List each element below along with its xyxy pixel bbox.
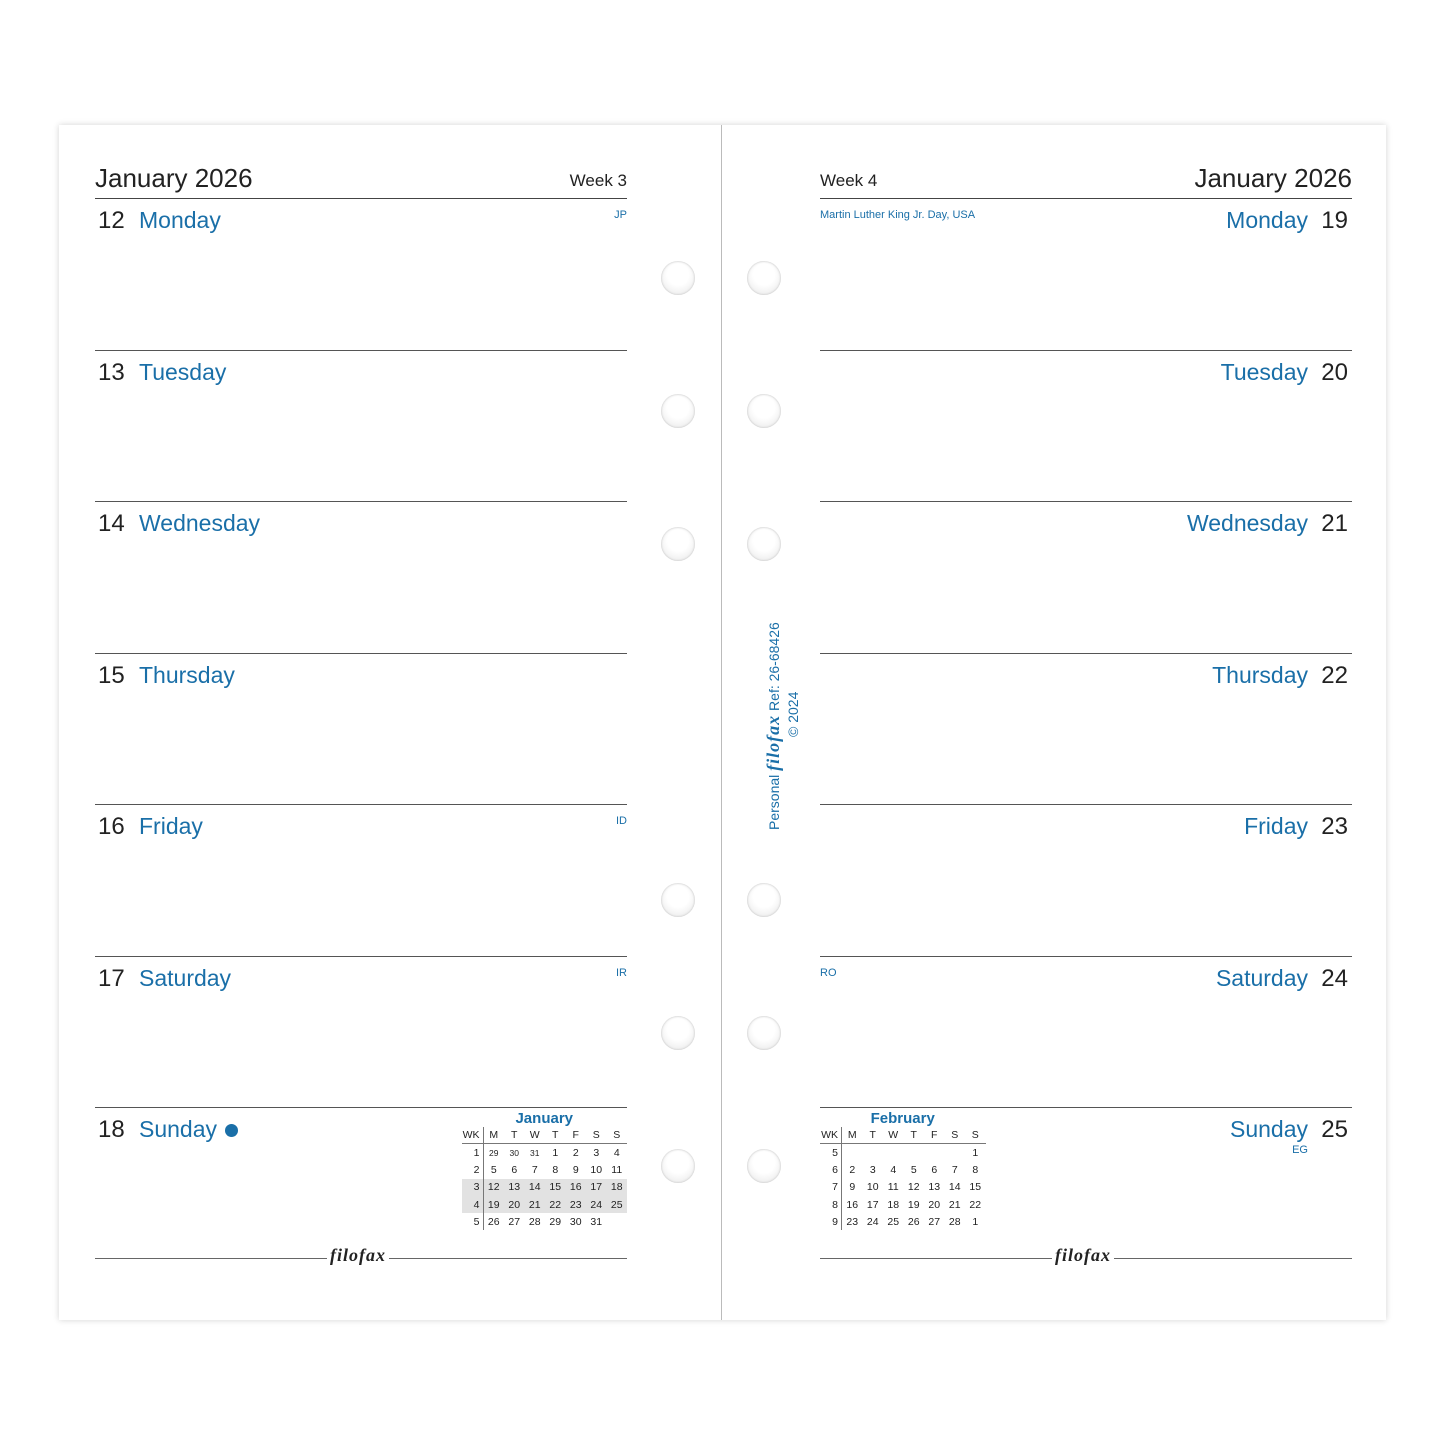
holiday-label: Martin Luther King Jr. Day, USA xyxy=(820,209,976,221)
date-cell: 23 xyxy=(566,1196,587,1213)
weekday-header: F xyxy=(566,1127,587,1144)
filofax-logo: filofax xyxy=(327,1245,389,1266)
date-cell: 29 xyxy=(549,1215,562,1228)
weekday-header: WK xyxy=(462,1127,484,1144)
date-cell: 12 xyxy=(483,1179,504,1196)
date-cell: 17 xyxy=(866,1198,879,1211)
weekday-header: S xyxy=(607,1127,628,1144)
date-cell: 2 xyxy=(849,1163,856,1176)
filofax-logo: filofax xyxy=(1052,1245,1114,1266)
day-number: 19 xyxy=(1321,207,1348,234)
day-row xyxy=(95,957,627,1109)
date-cell: 25 xyxy=(607,1196,628,1213)
day-number: 15 xyxy=(98,661,125,689)
date-cell: 15 xyxy=(969,1181,982,1194)
day-number: 16 xyxy=(98,813,125,840)
date-cell: 14 xyxy=(525,1179,546,1196)
week-row xyxy=(820,1144,986,1162)
week-number: 7 xyxy=(820,1179,842,1196)
filofax-logo: filofax xyxy=(763,714,783,771)
date-cell: 30 xyxy=(569,1215,582,1228)
week-row xyxy=(820,1179,986,1196)
date-cell: 27 xyxy=(508,1215,521,1228)
new-moon-icon xyxy=(225,1124,238,1137)
date-cell: 28 xyxy=(528,1215,541,1228)
day-name: Monday xyxy=(139,207,221,233)
date-cell: 11 xyxy=(611,1163,623,1176)
week-row xyxy=(820,1196,986,1213)
month-title: January 2026 xyxy=(95,163,253,193)
date-cell: 31 xyxy=(590,1215,603,1228)
date-cell xyxy=(883,1144,904,1162)
weekday-header: T xyxy=(504,1127,525,1144)
mini-calendar-month: January xyxy=(462,1107,628,1127)
date-cell: 6 xyxy=(511,1163,518,1176)
day-name: Monday xyxy=(1226,207,1308,233)
day-name: Wednesday xyxy=(139,510,261,536)
date-cell: 1 xyxy=(972,1146,979,1159)
day-number: 13 xyxy=(98,358,125,386)
date-cell: 19 xyxy=(907,1198,920,1211)
weekday-header: T xyxy=(545,1127,566,1144)
punch-hole xyxy=(747,527,781,561)
day-name: Thursday xyxy=(139,661,235,688)
holiday-label: IR xyxy=(616,966,627,979)
week-number: 6 xyxy=(820,1161,842,1178)
punch-hole xyxy=(747,394,781,428)
punch-hole xyxy=(661,527,695,561)
day-row xyxy=(820,654,1352,806)
week-number: 1 xyxy=(462,1144,484,1162)
day-name: Friday xyxy=(139,813,203,839)
date-cell: 25 xyxy=(887,1215,900,1228)
date-cell: 4 xyxy=(613,1146,620,1159)
week-row xyxy=(462,1179,628,1196)
right-page xyxy=(820,125,1352,1320)
date-cell: 13 xyxy=(504,1179,525,1196)
date-cell: 8 xyxy=(552,1163,559,1176)
week-number: 8 xyxy=(820,1196,842,1213)
week-number: 5 xyxy=(462,1213,484,1230)
date-cell: 7 xyxy=(951,1163,958,1176)
date-cell: 21 xyxy=(525,1196,546,1213)
date-cell: 3 xyxy=(593,1146,600,1159)
date-cell xyxy=(904,1144,925,1162)
date-cell: 15 xyxy=(545,1179,566,1196)
week-number: 5 xyxy=(820,1144,842,1162)
product-name: Personal xyxy=(766,774,782,830)
date-cell: 24 xyxy=(866,1215,879,1228)
week-row xyxy=(462,1213,628,1230)
month-title: January 2026 xyxy=(1194,163,1352,193)
mini-calendar-grid xyxy=(462,1127,628,1230)
day-name: Friday xyxy=(1244,813,1308,839)
day-number: 20 xyxy=(1321,358,1348,386)
date-cell xyxy=(945,1144,966,1162)
date-cell: 12 xyxy=(907,1181,920,1194)
spine-divider xyxy=(721,125,722,1320)
date-cell: 13 xyxy=(928,1181,941,1194)
week-row xyxy=(462,1161,628,1178)
mini-calendar xyxy=(820,1107,986,1230)
mini-calendar-month: February xyxy=(820,1107,986,1127)
mini-calendar-grid xyxy=(820,1127,986,1230)
week-number: 3 xyxy=(462,1179,484,1196)
weekday-header: M xyxy=(483,1127,504,1144)
date-cell: 5 xyxy=(910,1163,917,1176)
ref-number: Ref: 26-68426 xyxy=(766,622,782,711)
date-cell: 2 xyxy=(572,1146,579,1159)
day-number: 18 xyxy=(98,1116,125,1143)
day-row xyxy=(820,957,1352,1109)
holiday-label: EG xyxy=(1292,1144,1308,1156)
weekday-header: S xyxy=(945,1127,966,1144)
day-number: 25 xyxy=(1321,1116,1348,1143)
date-cell xyxy=(607,1213,628,1230)
date-cell: 16 xyxy=(566,1179,587,1196)
date-cell: 4 xyxy=(890,1163,897,1176)
date-cell: 27 xyxy=(928,1215,941,1228)
spine-imprint xyxy=(763,600,801,830)
day-row xyxy=(95,654,627,806)
day-name: Tuesday xyxy=(139,358,227,385)
week-number: 2 xyxy=(462,1161,484,1178)
day-name: Wednesday xyxy=(1186,510,1308,536)
date-cell: 10 xyxy=(590,1163,603,1176)
weekday-header: F xyxy=(924,1127,945,1144)
date-cell: 21 xyxy=(948,1198,961,1211)
date-cell: 31 xyxy=(530,1147,540,1158)
date-cell: 29 xyxy=(489,1147,499,1158)
day-name: Thursday xyxy=(1212,661,1308,688)
date-cell: 20 xyxy=(504,1196,525,1213)
date-cell: 11 xyxy=(887,1181,899,1194)
day-name: Tuesday xyxy=(1220,358,1308,385)
date-cell: 8 xyxy=(972,1163,979,1176)
punch-hole xyxy=(661,883,695,917)
day-row xyxy=(95,805,627,957)
punch-hole xyxy=(747,1016,781,1050)
date-cell xyxy=(924,1144,945,1162)
holiday-label: ID xyxy=(616,815,627,827)
day-name: Saturday xyxy=(139,964,232,991)
day-row xyxy=(820,805,1352,957)
date-cell: 19 xyxy=(483,1196,504,1213)
day-row xyxy=(95,502,627,654)
punch-hole xyxy=(747,883,781,917)
mini-calendar xyxy=(462,1107,628,1230)
date-cell: 9 xyxy=(849,1181,856,1194)
date-cell: 20 xyxy=(928,1198,941,1211)
week-row xyxy=(820,1213,986,1230)
week-label: Week 4 xyxy=(820,171,878,190)
date-cell: 17 xyxy=(586,1179,607,1196)
day-number: 12 xyxy=(98,207,125,234)
date-cell: 14 xyxy=(948,1181,961,1194)
punch-hole xyxy=(661,261,695,295)
punch-hole xyxy=(747,261,781,295)
day-name: Sunday xyxy=(1229,1116,1308,1142)
date-cell: 6 xyxy=(931,1163,938,1176)
day-number: 24 xyxy=(1321,964,1348,992)
date-cell xyxy=(863,1144,884,1162)
date-cell: 26 xyxy=(487,1215,500,1228)
weekday-header: WK xyxy=(820,1127,842,1144)
date-cell: 28 xyxy=(948,1215,961,1228)
date-cell: 1 xyxy=(972,1215,979,1228)
day-number: 23 xyxy=(1321,813,1348,840)
week-row xyxy=(462,1144,628,1162)
day-number: 22 xyxy=(1321,661,1348,689)
copyright: © 2024 xyxy=(785,691,801,737)
date-cell: 3 xyxy=(869,1163,876,1176)
punch-hole xyxy=(661,1149,695,1183)
holiday-label: JP xyxy=(614,209,627,221)
day-row xyxy=(95,351,627,503)
date-cell: 5 xyxy=(490,1163,497,1176)
date-cell: 9 xyxy=(572,1163,579,1176)
weekday-header: S xyxy=(965,1127,986,1144)
weekday-header: S xyxy=(586,1127,607,1144)
holiday-label: RO xyxy=(820,966,837,979)
date-cell: 18 xyxy=(887,1198,900,1211)
date-cell: 30 xyxy=(509,1147,519,1158)
date-cell: 22 xyxy=(545,1196,566,1213)
date-cell: 18 xyxy=(607,1179,628,1196)
date-cell: 24 xyxy=(586,1196,607,1213)
day-number: 21 xyxy=(1321,510,1348,537)
week-number: 4 xyxy=(462,1196,484,1213)
weekday-header: W xyxy=(525,1127,546,1144)
date-cell: 1 xyxy=(552,1146,559,1159)
day-number: 14 xyxy=(98,510,125,537)
date-cell: 7 xyxy=(531,1163,538,1176)
week-number: 9 xyxy=(820,1213,842,1230)
date-cell: 16 xyxy=(846,1198,859,1211)
left-page xyxy=(95,125,627,1320)
punch-hole xyxy=(661,394,695,428)
date-cell: 10 xyxy=(866,1181,879,1194)
day-number: 17 xyxy=(98,964,125,992)
day-row xyxy=(820,199,1352,351)
punch-hole xyxy=(661,1016,695,1050)
day-row xyxy=(95,199,627,351)
weekday-header: W xyxy=(883,1127,904,1144)
week-row xyxy=(462,1196,628,1213)
date-cell: 26 xyxy=(907,1215,920,1228)
weekday-header: T xyxy=(904,1127,925,1144)
weekday-header: T xyxy=(863,1127,884,1144)
date-cell xyxy=(842,1144,863,1162)
punch-hole xyxy=(747,1149,781,1183)
weekday-header: M xyxy=(842,1127,863,1144)
week-label: Week 3 xyxy=(569,171,627,190)
date-cell: 23 xyxy=(846,1215,859,1228)
day-row xyxy=(820,502,1352,654)
day-name: Sunday xyxy=(139,1116,218,1142)
date-cell: 22 xyxy=(969,1198,982,1211)
week-row xyxy=(820,1161,986,1178)
day-row xyxy=(820,351,1352,503)
day-name: Saturday xyxy=(1215,964,1308,991)
